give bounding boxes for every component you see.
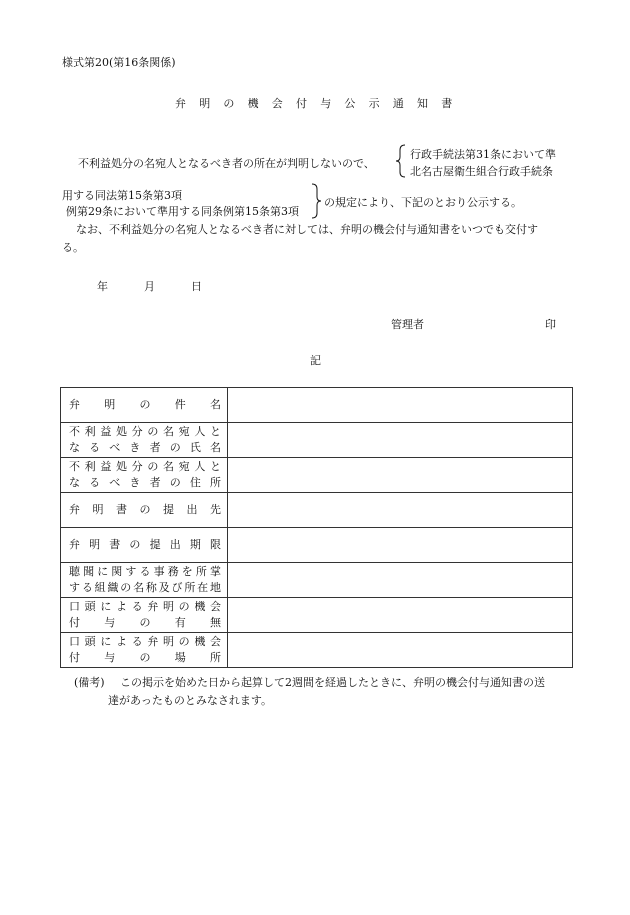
row-label-cell (61, 388, 228, 423)
row-label-cell (61, 423, 228, 458)
body-line1-main: 不利益処分の名宛人となるべき者の所在が判明しないので、 (78, 157, 375, 170)
row-label-cell (61, 633, 228, 668)
table-row (61, 493, 573, 528)
row-label-text: 口頭による弁明の機会 (69, 635, 221, 648)
table-row (61, 563, 573, 598)
row-label-text: なるべき者の氏名 (69, 441, 221, 454)
row-label-text: 不利益処分の名宛人と (69, 425, 221, 438)
record-mark: 記 (310, 354, 321, 367)
row-value-cell[interactable] (228, 493, 573, 528)
notes-line1: この掲示を始めた日から起算して2週間を経過したときに、弁明の機会付与通知書の送 (120, 676, 545, 689)
date-row (0, 278, 630, 292)
seal-mark: 印 (545, 318, 556, 331)
row-label-text: 付与の有無 (69, 616, 221, 629)
notes-line2: 達があったものとみなされます。 (108, 694, 273, 707)
table-row (61, 458, 573, 493)
table-row (61, 633, 573, 668)
row-value-cell[interactable] (228, 458, 573, 493)
date-day: 日 (191, 280, 202, 293)
row-label-text: 聴聞に関する事務を所掌 (69, 565, 221, 578)
body-brace-bottom-line2: 例第29条において準用する同条例第15条第3項 (66, 205, 299, 218)
row-label-cell (61, 528, 228, 563)
row-label-text: 弁明書の提出先 (69, 503, 221, 516)
row-label-text: 付与の場所 (69, 651, 221, 664)
row-value-cell[interactable] (228, 563, 573, 598)
body-para2-line1: なお、不利益処分の名宛人となるべき者に対しては、弁明の機会付与通知書をいつでも交付す (76, 223, 538, 236)
date-month: 月 (144, 280, 155, 293)
row-label-cell (61, 598, 228, 633)
notes-label: (備考) (74, 676, 105, 689)
row-label-cell (61, 458, 228, 493)
row-value-cell[interactable] (228, 598, 573, 633)
table-row (61, 528, 573, 563)
body-para2-line2: る。 (62, 241, 84, 254)
row-value-cell[interactable] (228, 388, 573, 423)
row-label-text: 不利益処分の名宛人と (69, 460, 221, 473)
document-title: 弁明の機会付与公示通知書 (175, 97, 466, 110)
body-brace-top-line2: 北名古屋衛生組合行政手続条 (410, 165, 553, 178)
table-row (61, 388, 573, 423)
row-label-text: なるべき者の住所 (69, 476, 221, 489)
brace-top (395, 144, 407, 178)
notice-details-table (60, 387, 573, 668)
brace-bottom (311, 183, 323, 219)
table-row (61, 598, 573, 633)
row-value-cell[interactable] (228, 528, 573, 563)
row-label-cell (61, 493, 228, 528)
row-value-cell[interactable] (228, 633, 573, 668)
row-label-text: 口頭による弁明の機会 (69, 600, 221, 613)
date-year: 年 (97, 280, 108, 293)
body-line-b-tail: の規定により、下記のとおり公示する。 (324, 196, 522, 209)
administrator-label: 管理者 (391, 318, 424, 331)
row-label-text: 弁明の件名 (69, 398, 221, 411)
row-label-text: する組織の名称及び所在地 (69, 581, 221, 594)
row-value-cell[interactable] (228, 423, 573, 458)
row-label-cell (61, 563, 228, 598)
table-row (61, 423, 573, 458)
body-brace-bottom-line1: 用する同法第15条第3項 (62, 189, 182, 202)
form-number: 様式第20(第16条関係) (62, 56, 176, 69)
row-label-text: 弁明書の提出期限 (69, 538, 221, 551)
body-brace-top-line1: 行政手続法第31条において準 (410, 148, 556, 161)
